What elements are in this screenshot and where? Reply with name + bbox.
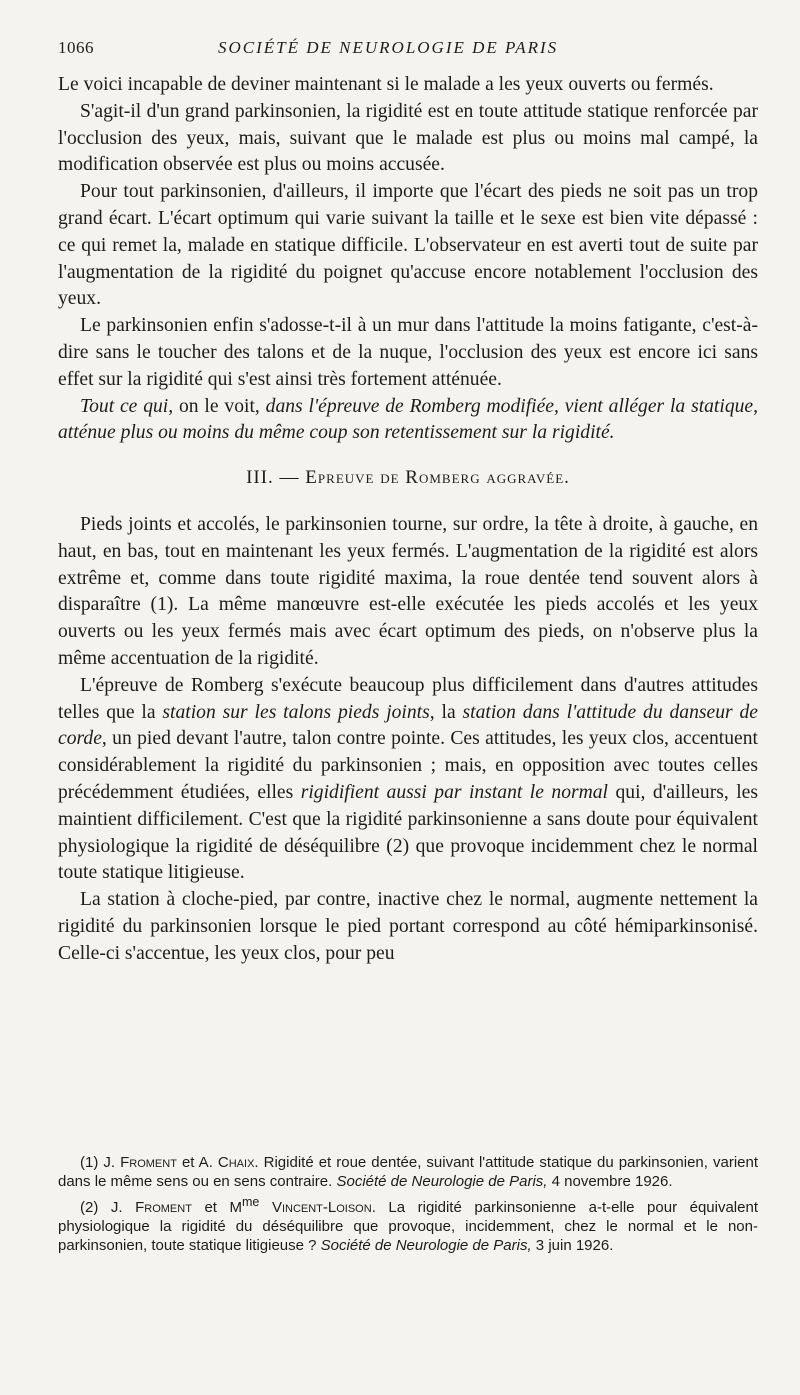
text-run: 3 juin 1926.	[531, 1237, 614, 1254]
footnote-2	[58, 1193, 758, 1255]
text-run: . Rigidité et roue dentée, suivant l'attitude statique du parkinsonien, varient dans le même sens ou en sens contraire.	[58, 1154, 759, 1190]
author-name: Vincent-Loison	[271, 1199, 372, 1216]
emphasis: station dans l'attitude du danseur de corde	[58, 701, 758, 750]
emphasis: station sur les talons pieds joints	[162, 701, 430, 723]
text-run: et M	[191, 1199, 243, 1216]
author-name: Froment	[120, 1154, 177, 1171]
superscript: me	[242, 1195, 260, 1209]
text-run: et A.	[176, 1154, 218, 1171]
journal-name: Société de Neurologie de Paris,	[336, 1173, 548, 1190]
body-text	[58, 72, 758, 968]
emphasis: rigidifient aussi par instant le normal	[300, 781, 609, 803]
text-run: , un pied devant l'autre, talon contre pointe. Ces attitudes, les yeux clos, accentuent considérablement la rigidité du parkinsonien ; mais, en opposition avec toutes celles précédemment étudiées, elles	[58, 728, 758, 803]
text-run: , la	[429, 701, 463, 723]
text-run	[259, 1199, 272, 1216]
text-run: (2) J.	[80, 1199, 136, 1216]
paragraph	[58, 394, 758, 448]
emphasis: Tout ce qui,	[80, 395, 174, 417]
paragraph: La station à cloche-pied, par contre, inactive chez le normal, augmente nettement la rigidité du parkinsonien lorsque le pied portant correspond au côté hémiparkinsonisé. Celle-ci s'accentue, les yeux clos, pour peu	[58, 889, 758, 964]
text-run: qui, d'ailleurs, les maintient difficilement. C'est que la rigidité parkinsonienne a sans doute pour équivalent physiologique la rigidité de déséquilibre (2) que provoque incidemment chez le normal toute statique litigieuse.	[58, 781, 758, 884]
footnotes	[58, 1153, 758, 1257]
text-run: . La rigidité parkinsonienne a-t-elle pour équivalent physiologique la rigidité du déséquilibre que provoque, incidemment, chez le normal et le non-parkinsonien, toute statique litigieuse ?	[58, 1199, 758, 1254]
paragraph: Pieds joints et accolés, le parkinsonien tourne, sur ordre, la tête à droite, à gauche, en haut, en bas, tout en maintenant les yeux fermés. L'augmentation de la rigidité est alors extrême et, comme dans toute rigidité maxima, la roue dentée tend souvent alors à disparaître (1). La même manœuvre est-elle exécutée les pieds accolés et les yeux ouverts ou les yeux fermés mais avec écart optimum des pieds, on n'observe plus la même accentuation de la rigidité.	[58, 513, 758, 669]
footnote-1	[58, 1153, 758, 1191]
text-run: on le voit,	[173, 395, 266, 417]
text-run: 4 novembre 1926.	[547, 1173, 673, 1190]
emphasis: dans l'épreuve de Romberg modifiée, vient alléger la statique, atténue plus ou moins du même coup son retentissement sur la rigidité.	[58, 395, 759, 444]
text-run: (1) J.	[80, 1154, 121, 1171]
paragraph	[58, 673, 758, 887]
page-number: 1066	[58, 38, 94, 57]
section-heading: III. — Epreuve de Romberg aggravée.	[246, 467, 570, 489]
running-title: SOCIÉTÉ DE NEUROLOGIE DE PARIS	[218, 38, 559, 57]
paragraph: Pour tout parkinsonien, d'ailleurs, il importe que l'écart des pieds ne soit pas un trop grand écart. L'écart optimum qui varie suivant la taille et le sexe est bien vite dépassé : ce qui remet la, malade en statique difficile. L'observateur en est averti tout de suite par l'augmentation de la rigidité du poignet qu'accuse encore notablement l'occlusion des yeux.	[58, 181, 758, 310]
paragraph: Le voici incapable de deviner maintenant si le malade a les yeux ouverts ou fermés.	[58, 74, 714, 95]
page-header	[58, 38, 758, 62]
text-run: L'épreuve de Romberg s'exécute beaucoup plus difficilement dans d'autres attitudes telles que la	[58, 674, 758, 723]
paragraph: Le parkinsonien enfin s'adosse-t-il à un mur dans l'attitude la moins fatigante, c'est-à-dire sans le toucher des talons et de la nuque, l'occlusion des yeux est encore ici sans effet sur la rigidité qui s'est ainsi très fortement atténuée.	[58, 315, 758, 390]
paragraph: S'agit-il d'un grand parkinsonien, la rigidité est en toute attitude statique renforcée par l'occlusion des yeux, mais, suivant que le malade est plus ou moins mal campé, la modification observée est plus ou moins accusée.	[58, 100, 758, 176]
author-name: Froment	[135, 1199, 192, 1216]
author-name: Chaix	[217, 1154, 255, 1171]
journal-name: Société de Neurologie de Paris,	[320, 1237, 532, 1254]
